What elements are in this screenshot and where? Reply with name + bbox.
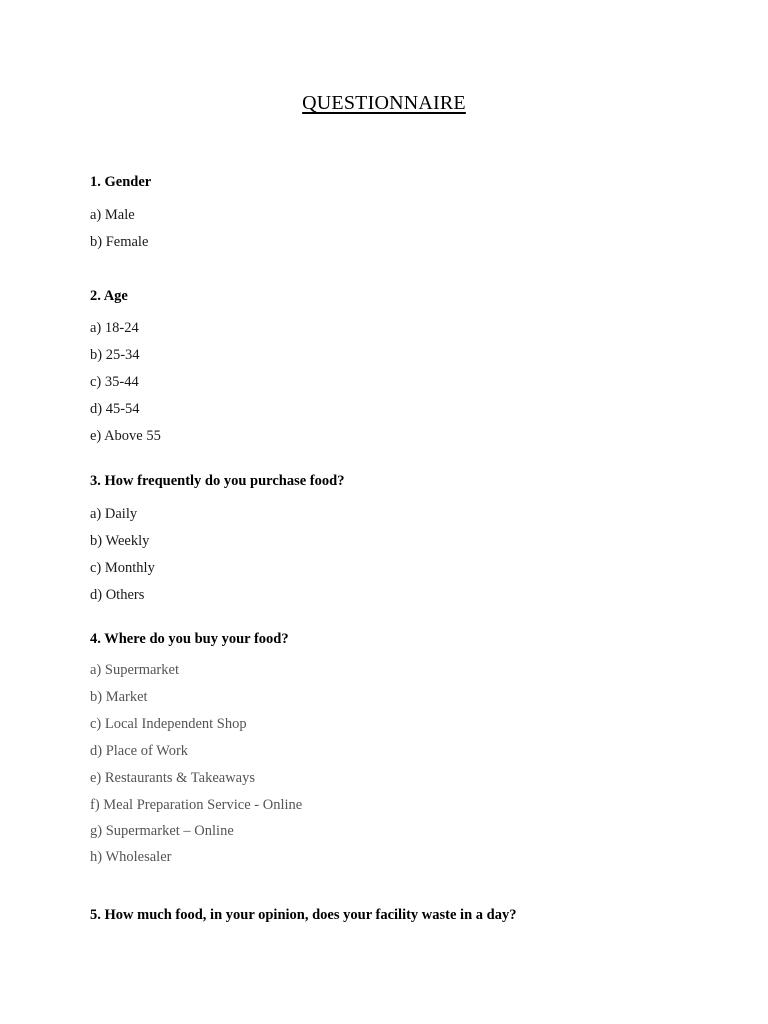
question-4-option-c: c) Local Independent Shop bbox=[90, 716, 247, 732]
question-4-option-a: a) Supermarket bbox=[90, 662, 179, 678]
question-4-option-e: e) Restaurants & Takeaways bbox=[90, 770, 256, 786]
question-2-option-e: e) Above 55 bbox=[90, 428, 161, 444]
question-1-option-b: b) Female bbox=[90, 234, 149, 250]
question-1-option-a: a) Male bbox=[90, 207, 135, 223]
question-5-label: 5. How much food, in your opinion, does your facility waste in a day? bbox=[90, 907, 517, 923]
question-3-option-c: c) Monthly bbox=[90, 560, 155, 576]
question-4-option-g: g) Supermarket – Online bbox=[90, 823, 234, 839]
question-4-option-d: d) Place of Work bbox=[90, 743, 189, 759]
question-2-label: 2. Age bbox=[90, 288, 128, 304]
question-1-label: 1. Gender bbox=[90, 174, 152, 190]
question-2-option-b: b) 25-34 bbox=[90, 347, 140, 363]
question-3-option-a: a) Daily bbox=[90, 506, 138, 522]
question-2-option-d: d) 45-54 bbox=[90, 401, 140, 417]
question-2-option-c: c) 35-44 bbox=[90, 374, 139, 390]
question-4-label: 4. Where do you buy your food? bbox=[90, 631, 289, 647]
question-2-option-a: a) 18-24 bbox=[90, 320, 139, 336]
page-title: QUESTIONNAIRE bbox=[302, 92, 466, 114]
question-3-option-d: d) Others bbox=[90, 587, 145, 603]
question-4-option-h: h) Wholesaler bbox=[90, 849, 172, 865]
question-4-option-b: b) Market bbox=[90, 689, 148, 705]
question-3-option-b: b) Weekly bbox=[90, 533, 150, 549]
question-3-label: 3. How frequently do you purchase food? bbox=[90, 473, 345, 489]
question-4-option-f: f) Meal Preparation Service - Online bbox=[90, 797, 303, 813]
